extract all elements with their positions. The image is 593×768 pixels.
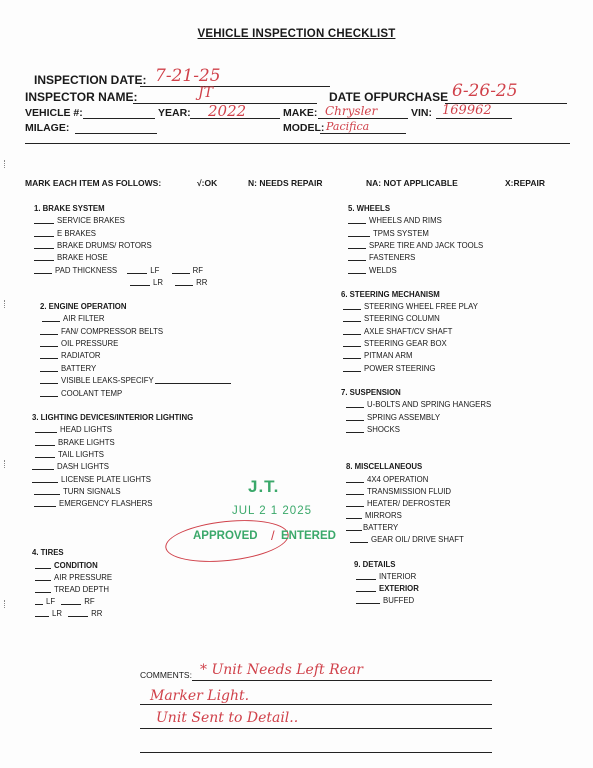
comments-label: COMMENTS: [140,670,192,680]
comment-text-line-2[interactable]: Marker Light. [150,688,250,704]
vin-label: VIN: [411,107,432,119]
pad-thickness-row[interactable]: PAD THICKNESS LF RF [34,266,203,275]
vehicle-number-label: VEHICLE #: [25,107,83,119]
model-line [320,133,406,134]
section-wheels: 5. WHEELS [348,204,391,213]
section-details: 9. DETAILS [354,560,396,569]
checklist-item[interactable]: E BRAKES [34,229,96,238]
binder-mark [4,300,9,308]
checklist-item[interactable]: GEAR OIL/ DRIVE SHAFT [350,535,464,544]
make-label: MAKE: [283,107,318,119]
checklist-item[interactable]: U-BOLTS AND SPRING HANGERS [346,400,491,409]
section-lighting: 3. LIGHTING DEVICES/INTERIOR LIGHTING [32,413,194,422]
stamp-slash: / [271,528,275,543]
date-of-purchase-label: DATE OFPURCHASE [329,90,449,104]
milage-line [75,133,157,134]
section-brake-system: 1. BRAKE SYSTEM [34,204,105,213]
year-value[interactable]: 2022 [208,102,247,120]
comment-line [140,752,492,753]
checklist-item[interactable]: LICENSE PLATE LIGHTS [32,475,151,484]
checklist-item[interactable]: BUFFED [356,596,414,605]
comment-text-line-1[interactable]: * Unit Needs Left Rear [200,662,363,678]
checklist-item[interactable]: SERVICE BRAKES [34,216,125,225]
comment-text-line-3[interactable]: Unit Sent to Detail.. [156,710,299,726]
checklist-item[interactable]: FASTENERS [348,253,415,262]
checklist-item[interactable]: STEERING WHEEL FREE PLAY [343,302,478,311]
date-of-purchase-value[interactable]: 6-26-25 [452,81,518,101]
vin-value[interactable]: 169962 [442,103,492,118]
checklist-item[interactable]: AIR PRESSURE [35,573,112,582]
checklist-item[interactable]: DASH LIGHTS [32,462,109,471]
checklist-item[interactable]: OIL PRESSURE [40,339,118,348]
checklist-item[interactable]: WELDS [348,266,397,275]
checklist-item[interactable]: CONDITION [35,561,98,570]
make-value[interactable]: Chrysler [325,104,378,118]
legend-not-applicable: NA: NOT APPLICABLE [366,178,458,188]
checklist-item[interactable]: HEAD LIGHTS [35,425,112,434]
section-tires: 4. TIRES [32,548,64,557]
checklist-item[interactable]: INTERIOR [356,572,416,581]
checklist-item[interactable]: AXLE SHAFT/CV SHAFT [343,327,452,336]
checklist-item[interactable]: VISIBLE LEAKS-SPECIFY [40,376,234,385]
binder-mark [4,160,9,168]
checklist-item[interactable]: COOLANT TEMP [40,389,122,398]
vin-line [436,118,512,119]
checklist-item[interactable]: TREAD DEPTH [35,585,109,594]
stamp-entered: ENTERED [281,530,336,542]
inspector-name-value[interactable]: JT [198,85,213,101]
checklist-item[interactable]: SHOCKS [346,425,400,434]
checklist-item[interactable]: PITMAN ARM [343,351,413,360]
checklist-item[interactable]: HEATER/ DEFROSTER [346,499,450,508]
checklist-item[interactable]: SPRING ASSEMBLY [346,413,440,422]
form-title: VEHICLE INSPECTION CHECKLIST [197,28,396,40]
stamp-initials: J.T. [248,477,280,496]
comment-line [192,680,492,681]
checklist-item[interactable]: TAIL LIGHTS [35,450,104,459]
checklist-item[interactable]: STEERING GEAR BOX [343,339,447,348]
year-label: YEAR: [158,107,191,119]
binder-mark [4,460,9,468]
checklist-item[interactable]: BATTERY [346,523,398,532]
inspection-date-value[interactable]: 7-21-25 [155,66,221,86]
checklist-item[interactable]: 4X4 OPERATION [346,475,428,484]
comment-line [140,704,492,705]
checklist-item[interactable]: BRAKE HOSE [34,253,108,262]
checklist-item[interactable]: WHEELS AND RIMS [348,216,442,225]
checklist-item[interactable]: MIRRORS [346,511,402,520]
model-value[interactable]: Pacifica [326,120,370,133]
tire-rear-row[interactable]: LR RR [35,609,102,618]
inspection-date-label: INSPECTION DATE: [34,73,147,87]
section-steering: 6. STEERING MECHANISM [341,290,440,299]
section-suspension: 7. SUSPENSION [341,388,401,397]
checklist-item[interactable]: EXTERIOR [356,584,419,593]
checklist-item[interactable]: SPARE TIRE AND JACK TOOLS [348,241,483,250]
section-engine-operation: 2. ENGINE OPERATION [40,302,127,311]
make-line [318,118,408,119]
milage-label: MILAGE: [25,122,70,134]
vehicle-number-line [83,118,155,119]
tire-front-row[interactable]: LF RF [35,597,95,606]
legend-ok: √:OK [197,178,218,188]
model-label: MODEL: [283,122,325,134]
checklist-item[interactable]: TURN SIGNALS [34,487,121,496]
inspector-name-label: INSPECTOR NAME: [25,90,138,104]
binder-mark [4,600,9,608]
stamp-date: JUL 2 1 2025 [232,505,312,517]
checklist-item[interactable]: EMERGENCY FLASHERS [34,499,152,508]
legend-needs-repair: N: NEEDS REPAIR [248,178,323,188]
checklist-item[interactable]: BATTERY [40,364,96,373]
checklist-item[interactable]: BRAKE DRUMS/ ROTORS [34,241,152,250]
legend-instruction: MARK EACH ITEM AS FOLLOWS: [25,178,162,188]
inspection-date-line [140,86,330,87]
checklist-item[interactable]: RADIATOR [40,351,101,360]
checklist-item[interactable]: BRAKE LIGHTS [35,438,115,447]
checklist-item[interactable]: POWER STEERING [343,364,435,373]
checklist-item[interactable]: TPMS SYSTEM [348,229,429,238]
stamp-approved: APPROVED [193,530,258,542]
checklist-item[interactable]: STEERING COLUMN [343,314,440,323]
section-miscellaneous: 8. MISCELLANEOUS [346,462,423,471]
checklist-item[interactable]: TRANSMISSION FLUID [346,487,451,496]
pad-thickness-rear-row[interactable]: LR RR [130,278,207,287]
legend-repair: X:REPAIR [505,178,545,188]
header-divider [25,143,570,144]
comment-line [140,728,492,729]
checklist-item[interactable]: FAN/ COMPRESSOR BELTS [40,327,163,336]
checklist-item[interactable]: AIR FILTER [42,314,104,323]
